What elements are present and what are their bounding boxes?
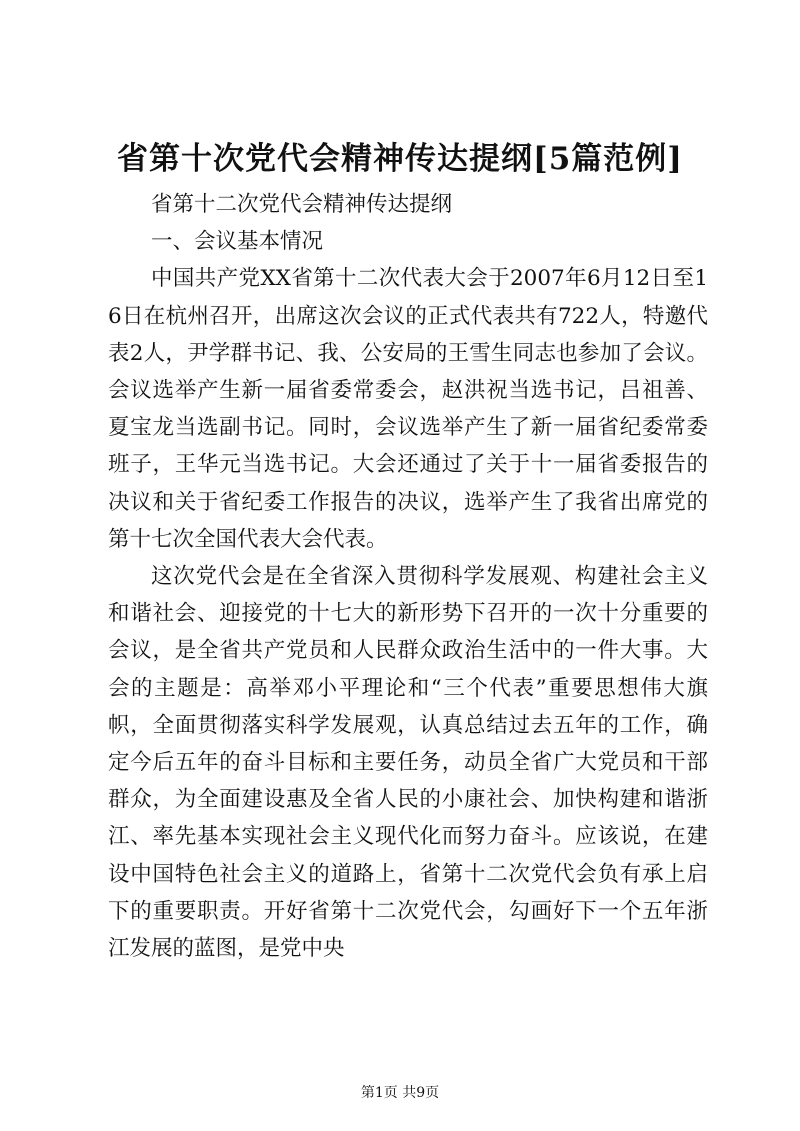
paragraph-meeting-significance: 这次党代会是在全省深入贯彻科学发展观、构建社会主义和谐社会、迎接党的十七大的新形势下召开的一次十分重要的会议，是全省共产党员和人民群众政治生活中的一件大事。大会的主题是：高举邓小平理论和“三个代表”重要思想伟大旗帜，全面贯彻落实科学发展观，认真总结过去五年的工作，确定今后五年的奋斗目标和主要任务，动员全省广大党员和干部群众，为全面建设惠及全省人民的小康社会、加快构建和谐浙江、率先基本实现社会主义现代化而努力奋斗。应该说，在建设中国特色社会主义的道路上，省第十二次党代会负有承上启下的重要职责。开好省第十二次党代会，勾画好下一个五年浙江发展的蓝图，是党中央 xyxy=(108,564,708,962)
document-title: 省第十次党代会精神传达提纲[5篇范例] xyxy=(117,141,683,177)
paragraph-subtitle: 省第十二次党代会精神传达提纲 xyxy=(151,192,453,217)
page-number-footer: 第1页 共9页 xyxy=(360,1085,440,1101)
paragraph-meeting-info: 中国共产党XX省第十二次代表大会于2007年6月12日至16日在杭州召开，出席这次会议的正式代表共有722人，特邀代表2人，尹学群书记、我、公安局的王雪生同志也参加了会议。会议选举产生新一届省委常委会，赵洪祝当选书记，吕祖善、夏宝龙当选副书记。同时，会议选举产生了新一届省纪委常委班子，王华元当选书记。大会还通过了关于十一届省委报告的决议和关于省纪委工作报告的决议，选举产生了我省出席党的第十七次全国代表大会代表。 xyxy=(108,266,708,552)
paragraph-section-heading: 一、会议基本情况 xyxy=(151,229,324,255)
document-body xyxy=(108,186,708,967)
